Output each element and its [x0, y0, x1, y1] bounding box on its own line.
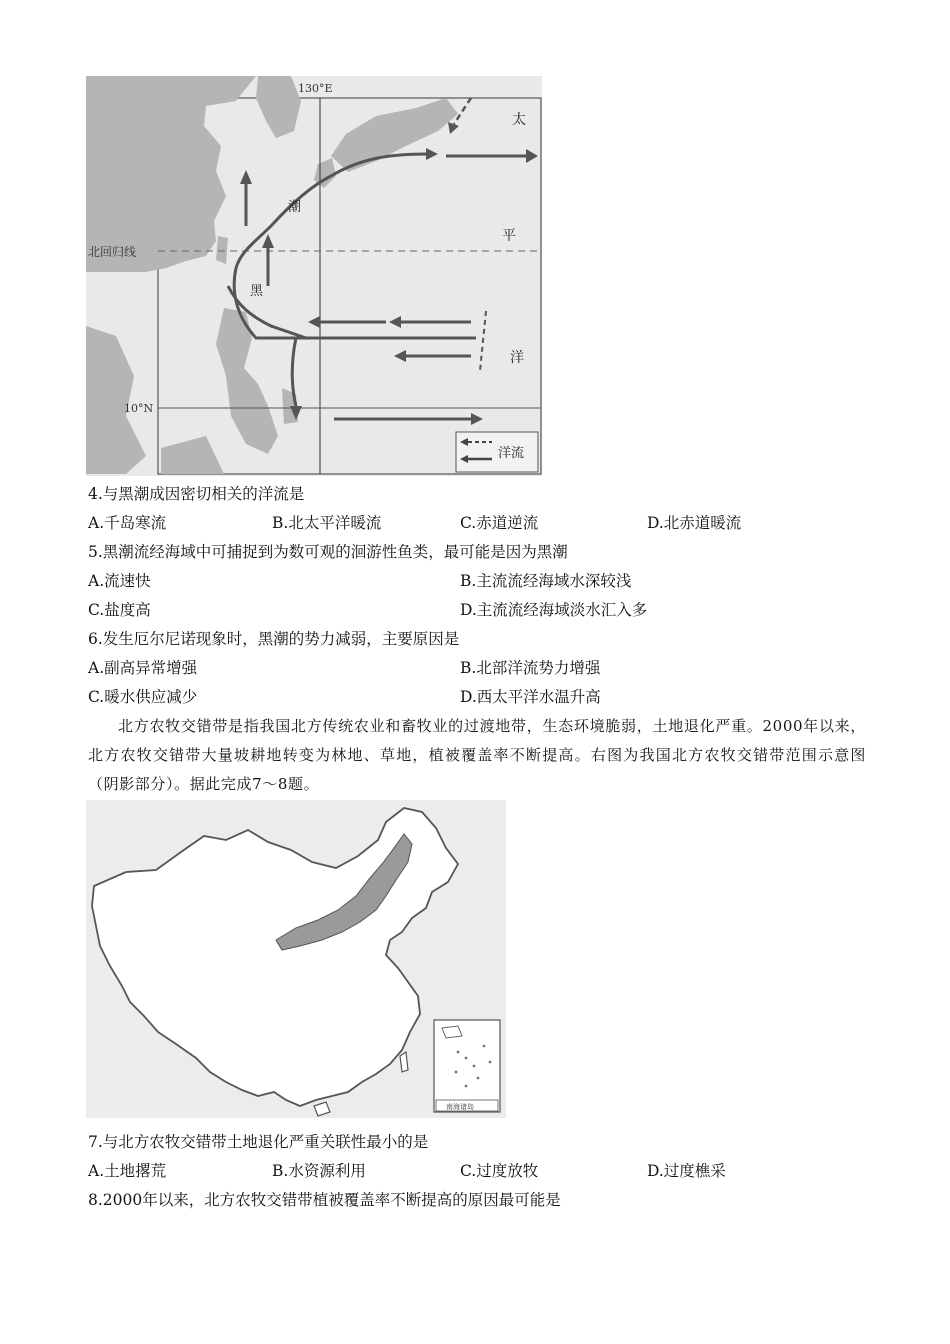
map-legend	[456, 432, 538, 472]
question-7-option-a: A.土地撂荒	[88, 1162, 167, 1180]
asia-mainland	[86, 76, 256, 272]
question-7-option-d: D.过度樵采	[647, 1162, 726, 1180]
question-4-stem: 4.与黑潮成因密切相关的洋流是	[88, 485, 305, 503]
japan-islands	[331, 98, 458, 172]
question-5-option-b: B.主流流经海域水深较浅	[460, 572, 632, 590]
kuroshio-char-2: 潮	[288, 200, 302, 215]
question-4-option-d: D.北赤道暖流	[647, 514, 742, 532]
kuroshio-char-1: 黑	[250, 284, 264, 299]
question-7-option-c: C.过度放牧	[460, 1162, 539, 1180]
taiwan-island	[216, 236, 228, 264]
legend-label: 洋流	[498, 446, 525, 461]
question-7-stem: 7.与北方农牧交错带土地退化严重关联性最小的是	[88, 1133, 429, 1151]
question-5-option-c: C.盐度高	[88, 601, 151, 619]
question-6-stem: 6.发生厄尔尼诺现象时，黑潮的势力减弱，主要原因是	[88, 630, 460, 648]
question-6-option-c: C.暖水供应减少	[88, 688, 198, 706]
ocean-char-1: 太	[512, 112, 526, 128]
philippines-islands	[216, 308, 278, 454]
tropic-label: 北回归线	[88, 245, 137, 259]
question-5-stem: 5.黑潮流经海域中可捕捉到为数可观的洄游性鱼类，最可能是因为黑潮	[88, 543, 568, 561]
question-4-option-c: C.赤道逆流	[460, 514, 539, 532]
question-5-option-d: D.主流流经海域淡水汇入多	[460, 601, 648, 619]
china-map	[86, 800, 506, 1118]
inset-label: 南海诸岛	[446, 1103, 474, 1111]
question-6-option-a: A.副高异常增强	[88, 659, 198, 677]
question-4-option-a: A.千岛寒流	[88, 514, 167, 532]
ocean-char-3: 洋	[510, 350, 524, 366]
question-7-option-b: B.水资源利用	[272, 1162, 366, 1180]
longitude-label: 130°E	[298, 82, 333, 95]
question-8-stem: 8.2000年以来，北方农牧交错带植被覆盖率不断提高的原因最可能是	[88, 1191, 561, 1209]
latitude-label: 10°N	[124, 402, 154, 415]
question-4-option-b: B.北太平洋暖流	[272, 514, 382, 532]
korea-peninsula	[256, 76, 301, 138]
question-6-option-d: D.西太平洋水温升高	[460, 688, 601, 706]
question-6-option-b: B.北部洋流势力增强	[460, 659, 601, 677]
question-5-option-a: A.流速快	[88, 572, 151, 590]
passage-text: 北方农牧交错带是指我国北方传统农业和畜牧业的过渡地带，生态环境脆弱，土地退化严重。2000年以来，北方农牧交错带大量坡耕地转变为林地、草地，植被覆盖率不断提高。右图为我国北方农牧交错带范围示意图（阴影部分）。据此完成7～8题。	[88, 717, 866, 793]
kuroshio-map	[86, 76, 542, 476]
ocean-char-2: 平	[502, 228, 516, 244]
